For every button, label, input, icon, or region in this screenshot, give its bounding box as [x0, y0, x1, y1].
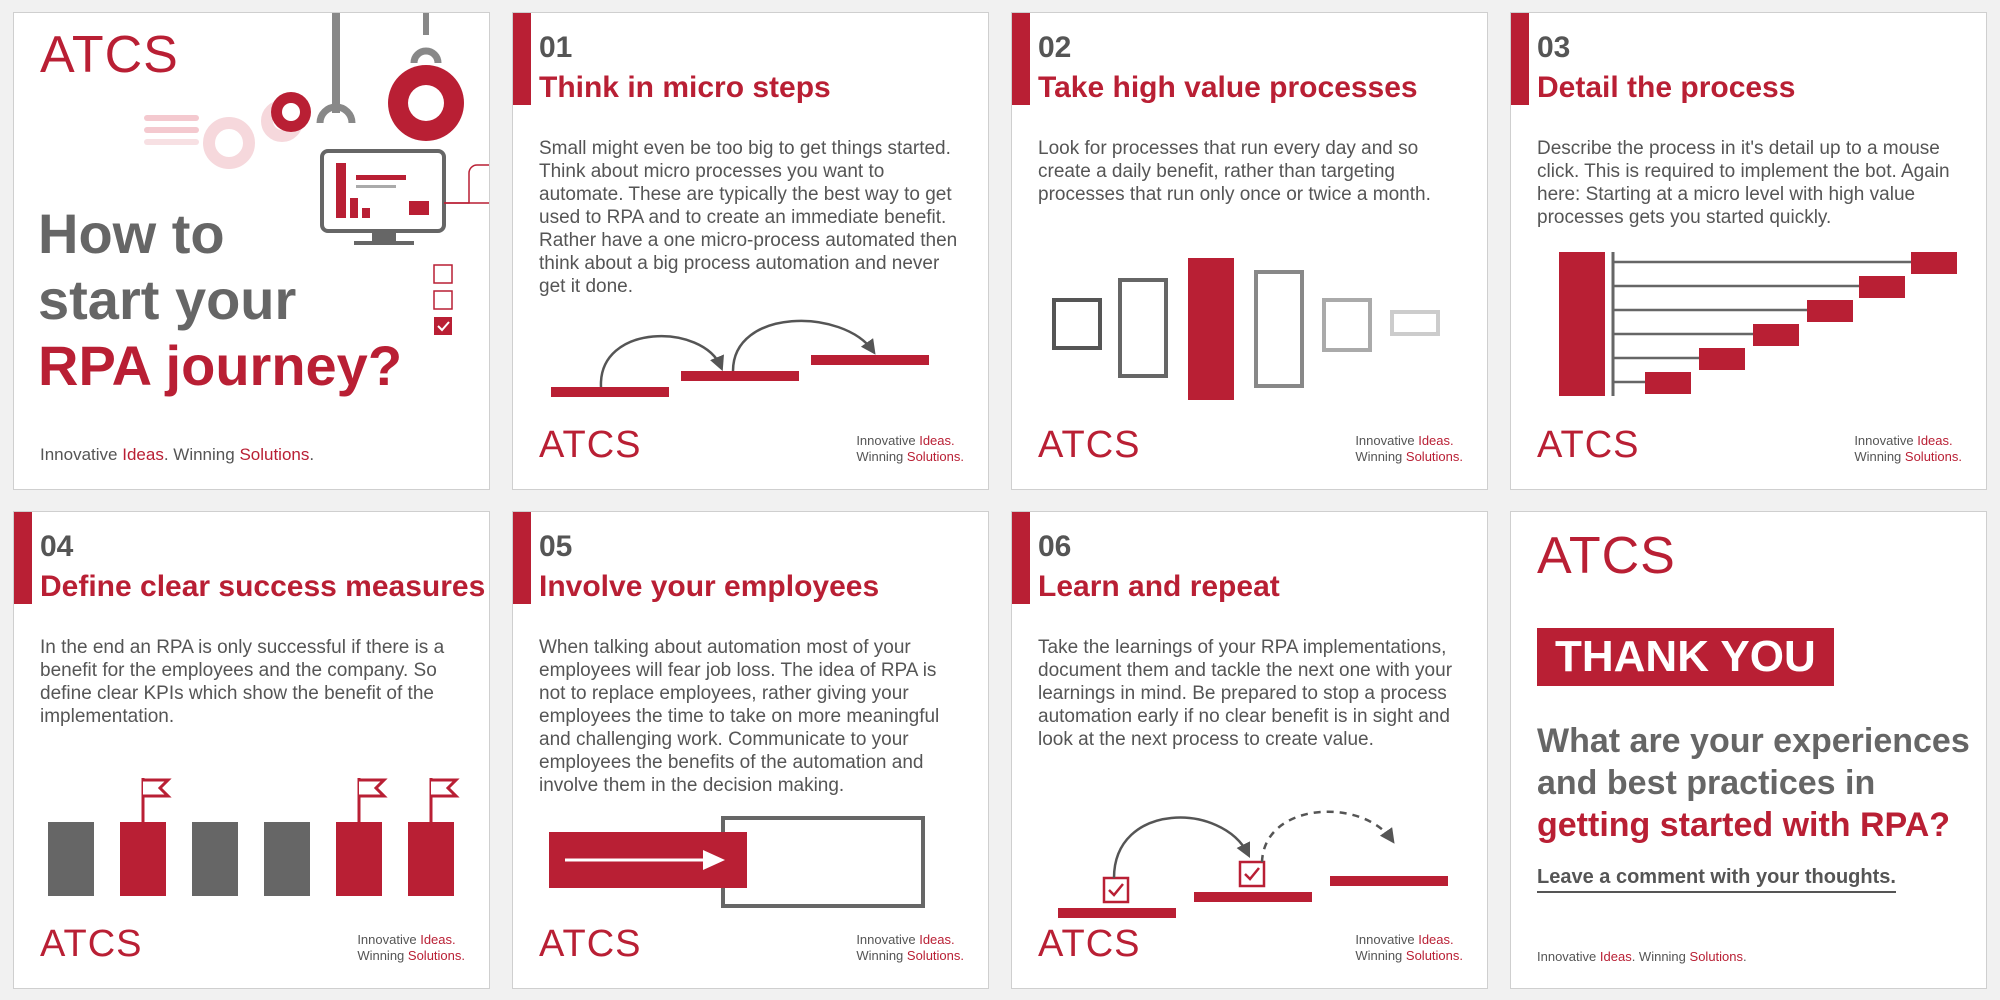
closing-tagline: [1537, 949, 1747, 964]
tagline-word: Winning: [357, 948, 405, 963]
thank-you-banner: THANK YOU: [1537, 628, 1834, 686]
success-measures-illustration: [40, 772, 470, 902]
step-text: Describe the process in it's detail up to a mouse click. This is required to implement the bot. Again here: Starting at a micro level with high value processes gets you started quickly.: [1537, 138, 1950, 228]
tagline: [856, 932, 964, 964]
cover-heading: [38, 201, 402, 399]
tagline-word: Innovative: [1854, 433, 1914, 448]
tagline: [1355, 932, 1463, 964]
closing-card: [1510, 511, 1987, 989]
step-text: Small might even be too big to get things started. Think about micro processes you want to automate. These are typically the best way to get used to RPA and to create an immediate benefit. Rather have a one micro-process automated then think about a big process automation and never get it done.: [539, 138, 958, 297]
step-text: Take the learnings of your RPA implementations, document them and tackle the next one with your learnings in mind. Be prepared to stop a process automation early if no clear benefit is in sight and look at the next process to create value.: [1038, 637, 1453, 750]
tagline: [357, 932, 465, 964]
step-number: 06: [1038, 530, 1072, 563]
accent-bar: [1012, 13, 1030, 105]
step-card-03: [1510, 12, 1987, 490]
tagline-word: Ideas.: [1418, 433, 1454, 448]
tagline-word: Solutions.: [906, 449, 964, 464]
cover-line-2: start your: [38, 268, 297, 331]
tagline-word: Innovative: [1537, 949, 1597, 964]
accent-bar: [1012, 512, 1030, 604]
micro-steps-illustration: [543, 303, 943, 413]
tagline-word: . Winning: [163, 445, 235, 464]
accent-bar: [513, 13, 531, 105]
tagline-word: Ideas.: [1418, 932, 1454, 947]
tagline-word: Solutions.: [1405, 948, 1463, 963]
tagline-word: Solutions.: [1904, 449, 1962, 464]
step-title: Detail the process: [1537, 71, 1796, 104]
tagline-word: Innovative: [357, 932, 417, 947]
step-card-06: [1011, 511, 1488, 989]
question-line-3: getting started with RPA?: [1537, 806, 1951, 844]
accent-bar: [14, 512, 32, 604]
step-number: 05: [539, 530, 573, 563]
atcs-logo: ATCS: [1537, 424, 1640, 466]
tagline-word: Solutions.: [1405, 449, 1463, 464]
checkbox-icon: [432, 263, 456, 343]
atcs-logo: ATCS: [40, 26, 179, 84]
value-processes-illustration: [1042, 248, 1462, 408]
accent-bar: [1511, 13, 1529, 105]
tagline: [856, 433, 964, 465]
involve-employees-illustration: [543, 812, 963, 912]
tagline-word: Ideas: [1599, 949, 1632, 964]
atcs-logo: ATCS: [539, 923, 642, 965]
atcs-logo: ATCS: [1038, 923, 1141, 965]
tagline-word: Innovative: [1355, 932, 1415, 947]
cover-tagline: [40, 445, 314, 465]
atcs-logo: ATCS: [1537, 527, 1676, 585]
tagline-word: Winning: [856, 948, 904, 963]
process-detail-illustration: [1551, 248, 1971, 408]
tagline-word: Ideas: [122, 445, 164, 464]
tagline-word: . Winning: [1631, 949, 1686, 964]
tagline-word: Ideas.: [919, 433, 955, 448]
cover-line-1: How to: [38, 202, 225, 265]
step-title: Take high value processes: [1038, 71, 1418, 104]
step-title: Define clear success measures: [40, 570, 486, 603]
atcs-logo: ATCS: [40, 923, 143, 965]
tagline-word: Ideas.: [1917, 433, 1953, 448]
tagline-word: Innovative: [1355, 433, 1415, 448]
flag-icon: [143, 778, 456, 822]
step-title: Learn and repeat: [1038, 570, 1280, 603]
tagline-word: Solutions: [1689, 949, 1744, 964]
tagline: [1854, 433, 1962, 465]
step-card-05: [512, 511, 989, 989]
tagline-word: Innovative: [40, 445, 118, 464]
tagline-word: Solutions: [239, 445, 310, 464]
question-line-1: What are your experiences: [1537, 722, 1970, 760]
tagline-word: Winning: [1355, 449, 1403, 464]
tagline-word: .: [1743, 949, 1747, 964]
tagline-word: Ideas.: [919, 932, 955, 947]
closing-question: [1537, 720, 1970, 846]
tagline-word: Winning: [856, 449, 904, 464]
step-card-04: [13, 511, 490, 989]
cover-line-3: RPA journey?: [38, 334, 403, 397]
atcs-logo: ATCS: [1038, 424, 1141, 466]
comment-cta: Leave a comment with your thoughts.: [1537, 866, 1896, 893]
tagline-word: Innovative: [856, 932, 916, 947]
step-number: 02: [1038, 31, 1072, 64]
tagline-word: Innovative: [856, 433, 916, 448]
step-text: When talking about automation most of your employees will fear job loss. The idea of RPA is not to replace employees, rather giving your employees the time to take on more meaningful and challenging work. Communicate to your employees the benefits of the automation and involve them in the decision making.: [539, 637, 940, 796]
step-title: Involve your employees: [539, 570, 880, 603]
tagline-word: .: [309, 445, 315, 464]
learn-repeat-illustration: [1052, 792, 1452, 922]
tagline-word: Winning: [1355, 948, 1403, 963]
step-number: 01: [539, 31, 573, 64]
step-card-02: [1011, 12, 1488, 490]
step-number: 03: [1537, 31, 1571, 64]
step-number: 04: [40, 530, 74, 563]
tagline-word: Solutions.: [906, 948, 964, 963]
tagline-word: Ideas.: [420, 932, 456, 947]
cover-card: [13, 12, 490, 490]
tagline-word: Solutions.: [407, 948, 465, 963]
tagline-word: Winning: [1854, 449, 1902, 464]
accent-bar: [513, 512, 531, 604]
step-card-01: [512, 12, 989, 490]
tagline: [1355, 433, 1463, 465]
step-text: In the end an RPA is only successful if there is a benefit for the employees and the company. So define clear KPIs which show the benefit of the implementation.: [40, 637, 445, 727]
step-title: Think in micro steps: [539, 71, 831, 104]
question-line-2: and best practices in: [1537, 764, 1876, 802]
atcs-logo: ATCS: [539, 424, 642, 466]
step-text: Look for processes that run every day and so create a daily benefit, rather than targeting processes that run only once or twice a month.: [1038, 138, 1431, 205]
